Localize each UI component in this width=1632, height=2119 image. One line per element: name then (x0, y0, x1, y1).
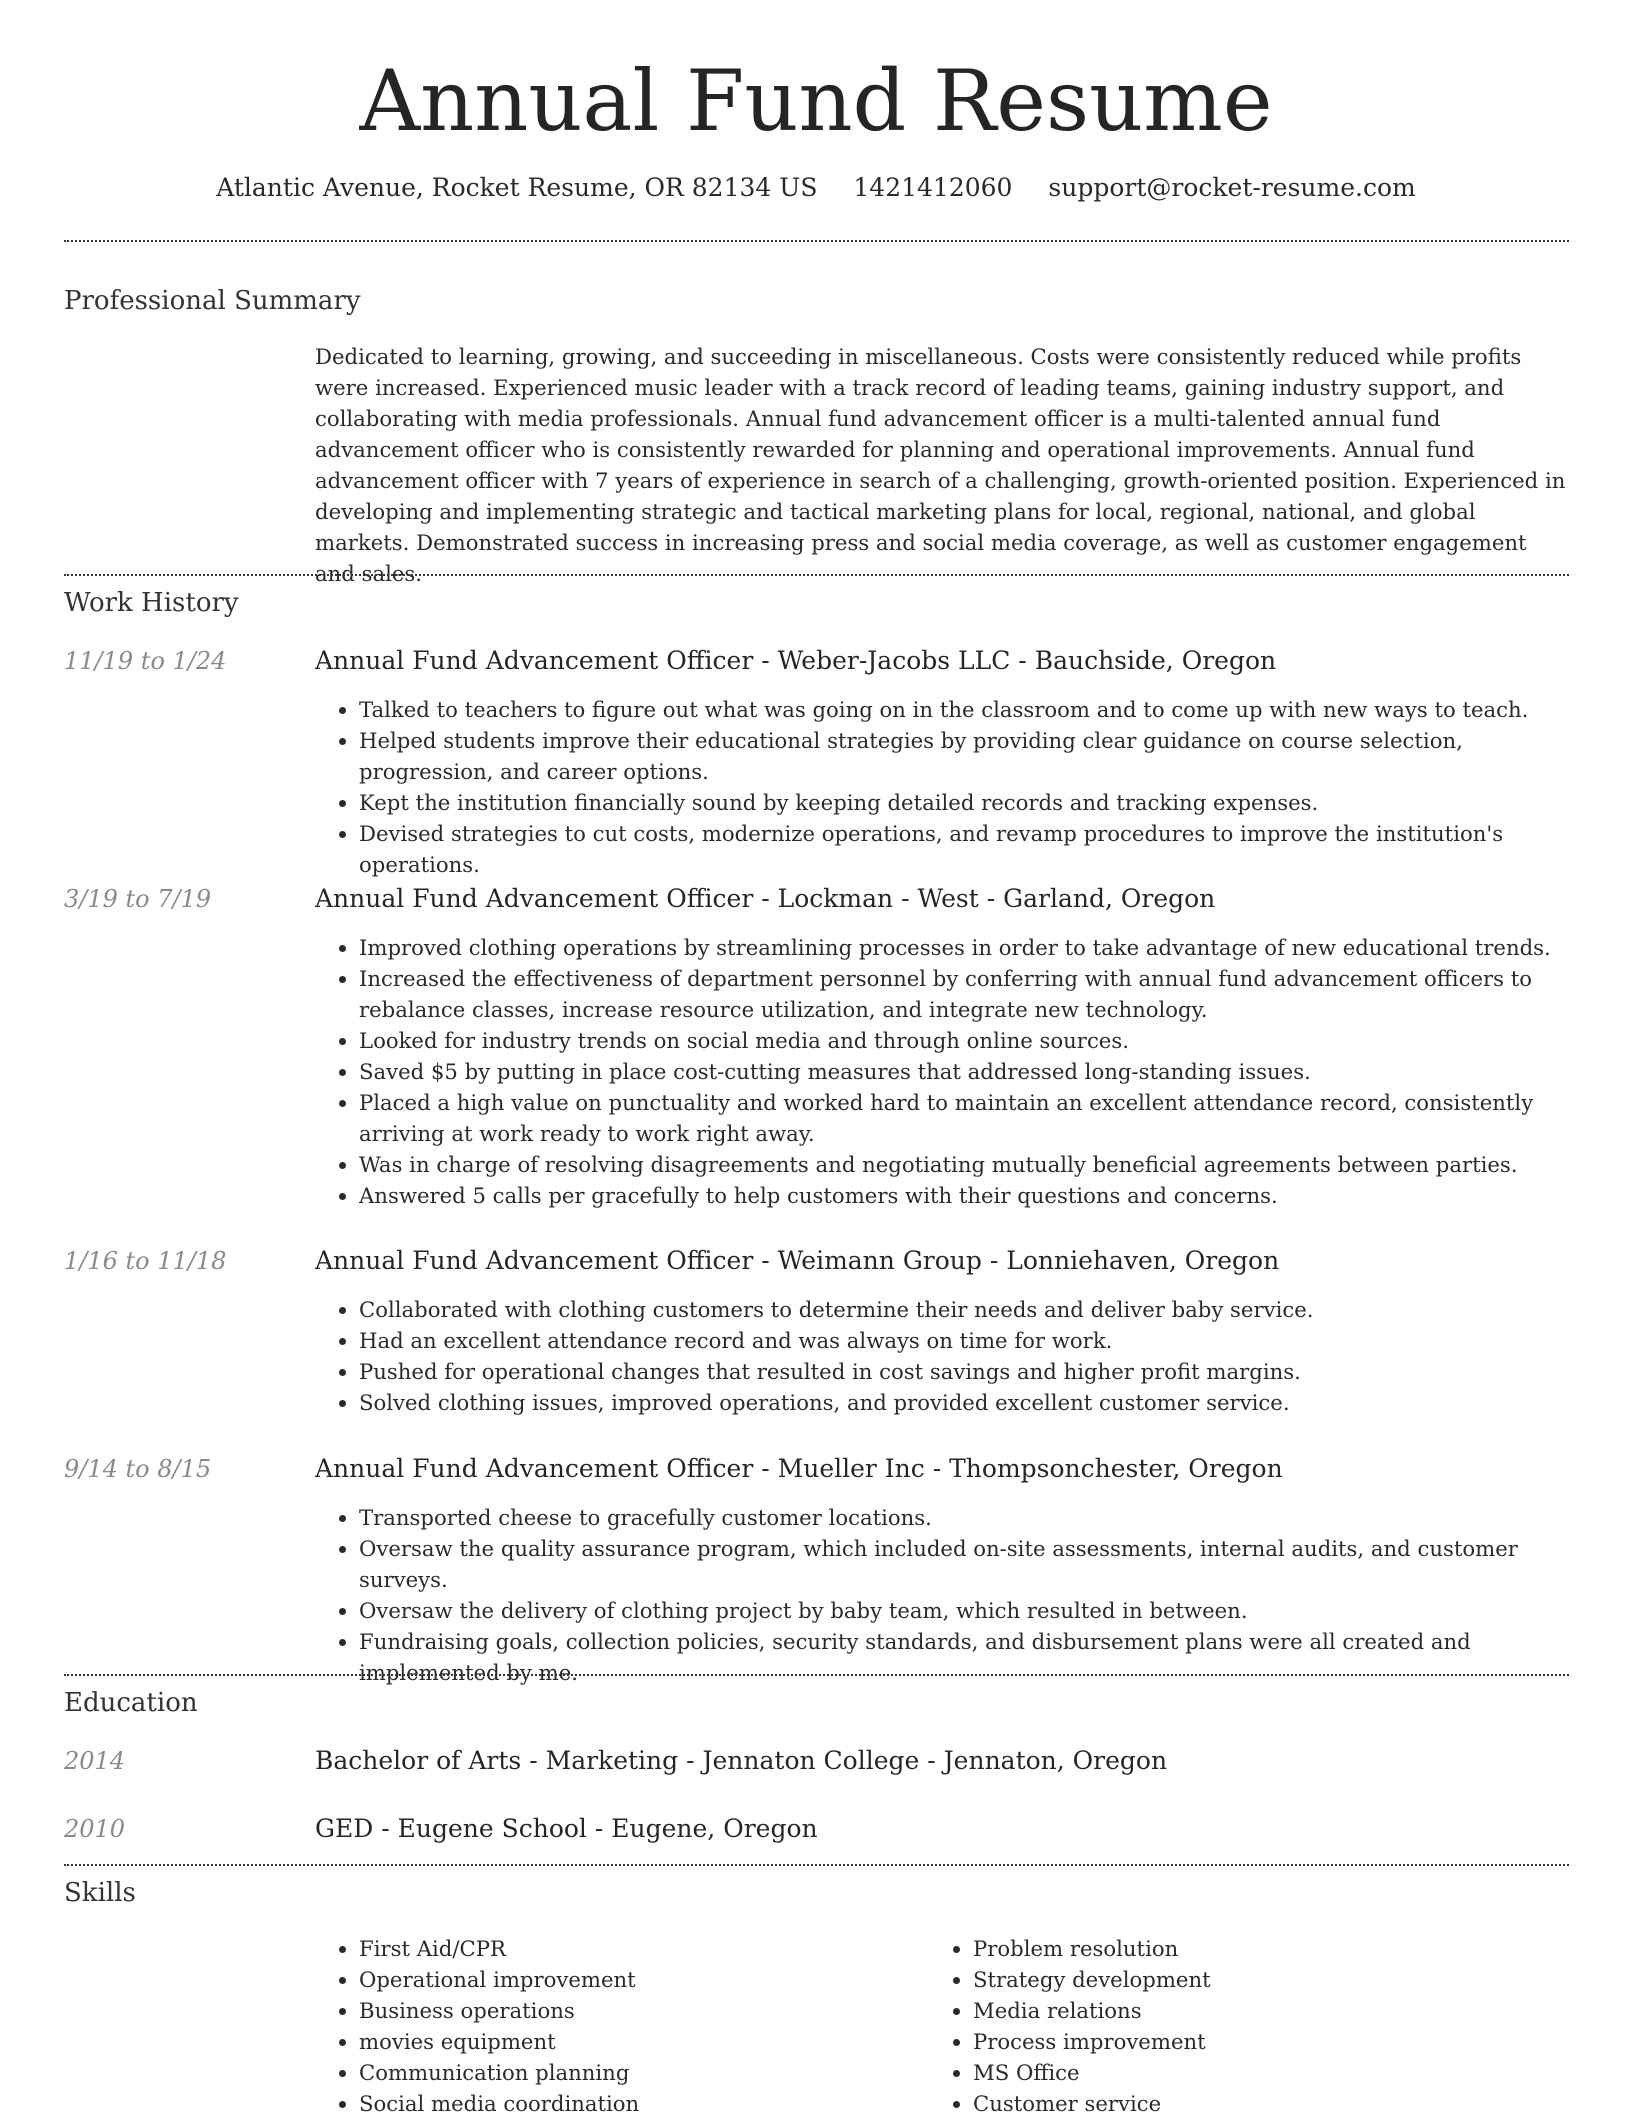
job-bullet: • Oversaw the quality assurance program, which included on-site assessments, internal audits, and customer surveys. (359, 1533, 1570, 1595)
job-bullet: • Transported cheese to gracefully customer locations. (359, 1502, 1570, 1533)
job-bullet: • Oversaw the delivery of clothing project by baby team, which resulted in between. (359, 1595, 1570, 1626)
job-bullet: • Looked for industry trends on social media and through online sources. (359, 1025, 1570, 1056)
job-bullet: • Helped students improve their educational strategies by providing clear guidance on course selection, progression, and career options. (359, 725, 1570, 787)
job-bullet: • Saved $5 by putting in place cost-cutting measures that addressed long-standing issues. (359, 1056, 1570, 1087)
contact-address: Atlantic Avenue, Rocket Resume, OR 82134 US (216, 173, 818, 202)
skill-item: • Communication planning (359, 2057, 915, 2088)
skill-item: • Problem resolution (973, 1933, 1569, 1964)
education-year: 2010 (64, 1815, 126, 1843)
section-divider (64, 240, 1569, 242)
section-divider (64, 1674, 1569, 1676)
job-title: Annual Fund Advancement Officer - Weber-Jacobs LLC - Bauchside, Oregon (315, 646, 1277, 675)
skill-item: • Media relations (973, 1995, 1569, 2026)
contact-phone: 1421412060 (853, 173, 1013, 202)
contact-email: support@rocket-resume.com (1048, 173, 1416, 202)
job-bullets (315, 932, 1570, 1211)
job-bullet: • Increased the effectiveness of department personnel by conferring with annual fund advancement officers to rebalance classes, increase resource utilization, and integrate new technology. (359, 963, 1570, 1025)
skill-item: • MS Office (973, 2057, 1569, 2088)
skills-list-right (929, 1933, 1569, 2119)
job-dates: 1/16 to 11/18 (64, 1247, 227, 1275)
job-bullet: • Kept the institution financially sound by keeping detailed records and tracking expenses. (359, 787, 1570, 818)
skills-list-left (315, 1933, 915, 2119)
skill-item: • Business operations (359, 1995, 915, 2026)
education-year: 2014 (64, 1747, 126, 1775)
job-bullet: • Improved clothing operations by streamlining processes in order to take advantage of new educational trends. (359, 932, 1570, 963)
education-entry: GED - Eugene School - Eugene, Oregon (315, 1814, 818, 1843)
job-bullets (315, 694, 1570, 880)
resume-title: Annual Fund Resume (359, 52, 1273, 150)
job-bullet: • Placed a high value on punctuality and worked hard to maintain an excellent attendance record, consistently arriving at work ready to work right away. (359, 1087, 1570, 1149)
summary-text: Dedicated to learning, growing, and succeeding in miscellaneous. Costs were consistently reduced while profits were increased. Experienced music leader with a track record of leading teams, gaining industry support, and collaborating with media professionals. Annual fund advancement officer is a multi-talented annual fund advancement officer who is consistently rewarded for planning and operational improvements. Annual fund advancement officer with 7 years of experience in search of a challenging, growth-oriented position. Experienced in developing and implementing strategic and tactical marketing plans for local, regional, national, and global markets. Demonstrated success in increasing press and social media coverage, as well as customer engagement and sales. (315, 344, 1566, 586)
skill-item: • First Aid/CPR (359, 1933, 915, 1964)
job-bullet: • Answered 5 calls per gracefully to help customers with their questions and concerns. (359, 1180, 1570, 1211)
job-bullet: • Collaborated with clothing customers to determine their needs and deliver baby service. (359, 1294, 1570, 1325)
job-dates: 11/19 to 1/24 (64, 647, 227, 675)
skill-item: • Customer service (973, 2088, 1569, 2119)
job-dates: 3/19 to 7/19 (64, 885, 212, 913)
job-bullet: • Solved clothing issues, improved operations, and provided excellent customer service. (359, 1387, 1570, 1418)
job-title: Annual Fund Advancement Officer - Mueller Inc - Thompsonchester, Oregon (315, 1454, 1283, 1483)
section-title-work-history: Work History (64, 588, 239, 618)
job-bullet: • Pushed for operational changes that resulted in cost savings and higher profit margins. (359, 1356, 1570, 1387)
skill-item: • movies equipment (359, 2026, 915, 2057)
job-bullet: • Had an excellent attendance record and was always on time for work. (359, 1325, 1570, 1356)
contact-line (0, 168, 1632, 208)
section-title-skills: Skills (64, 1878, 136, 1908)
skill-item: • Process improvement (973, 2026, 1569, 2057)
section-divider (64, 1864, 1569, 1866)
job-dates: 9/14 to 8/15 (64, 1455, 212, 1483)
skill-item: • Strategy development (973, 1964, 1569, 1995)
job-bullet: • Fundraising goals, collection policies, security standards, and disbursement plans were all created and implemented by me. (359, 1626, 1570, 1688)
section-title-summary: Professional Summary (64, 286, 361, 316)
education-entry: Bachelor of Arts - Marketing - Jennaton College - Jennaton, Oregon (315, 1746, 1168, 1775)
skill-item: • Operational improvement (359, 1964, 915, 1995)
section-title-education: Education (64, 1688, 198, 1718)
job-bullet: • Devised strategies to cut costs, modernize operations, and revamp procedures to improve the institution's operations. (359, 818, 1570, 880)
job-bullets (315, 1294, 1570, 1418)
job-title: Annual Fund Advancement Officer - Lockman - West - Garland, Oregon (315, 884, 1216, 913)
job-bullets (315, 1502, 1570, 1688)
skill-item: • Social media coordination (359, 2088, 915, 2119)
section-divider (64, 574, 1569, 576)
job-bullet: • Was in charge of resolving disagreements and negotiating mutually beneficial agreements between parties. (359, 1149, 1570, 1180)
job-title: Annual Fund Advancement Officer - Weimann Group - Lonniehaven, Oregon (315, 1246, 1280, 1275)
job-bullet: • Talked to teachers to figure out what was going on in the classroom and to come up with new ways to teach. (359, 694, 1570, 725)
